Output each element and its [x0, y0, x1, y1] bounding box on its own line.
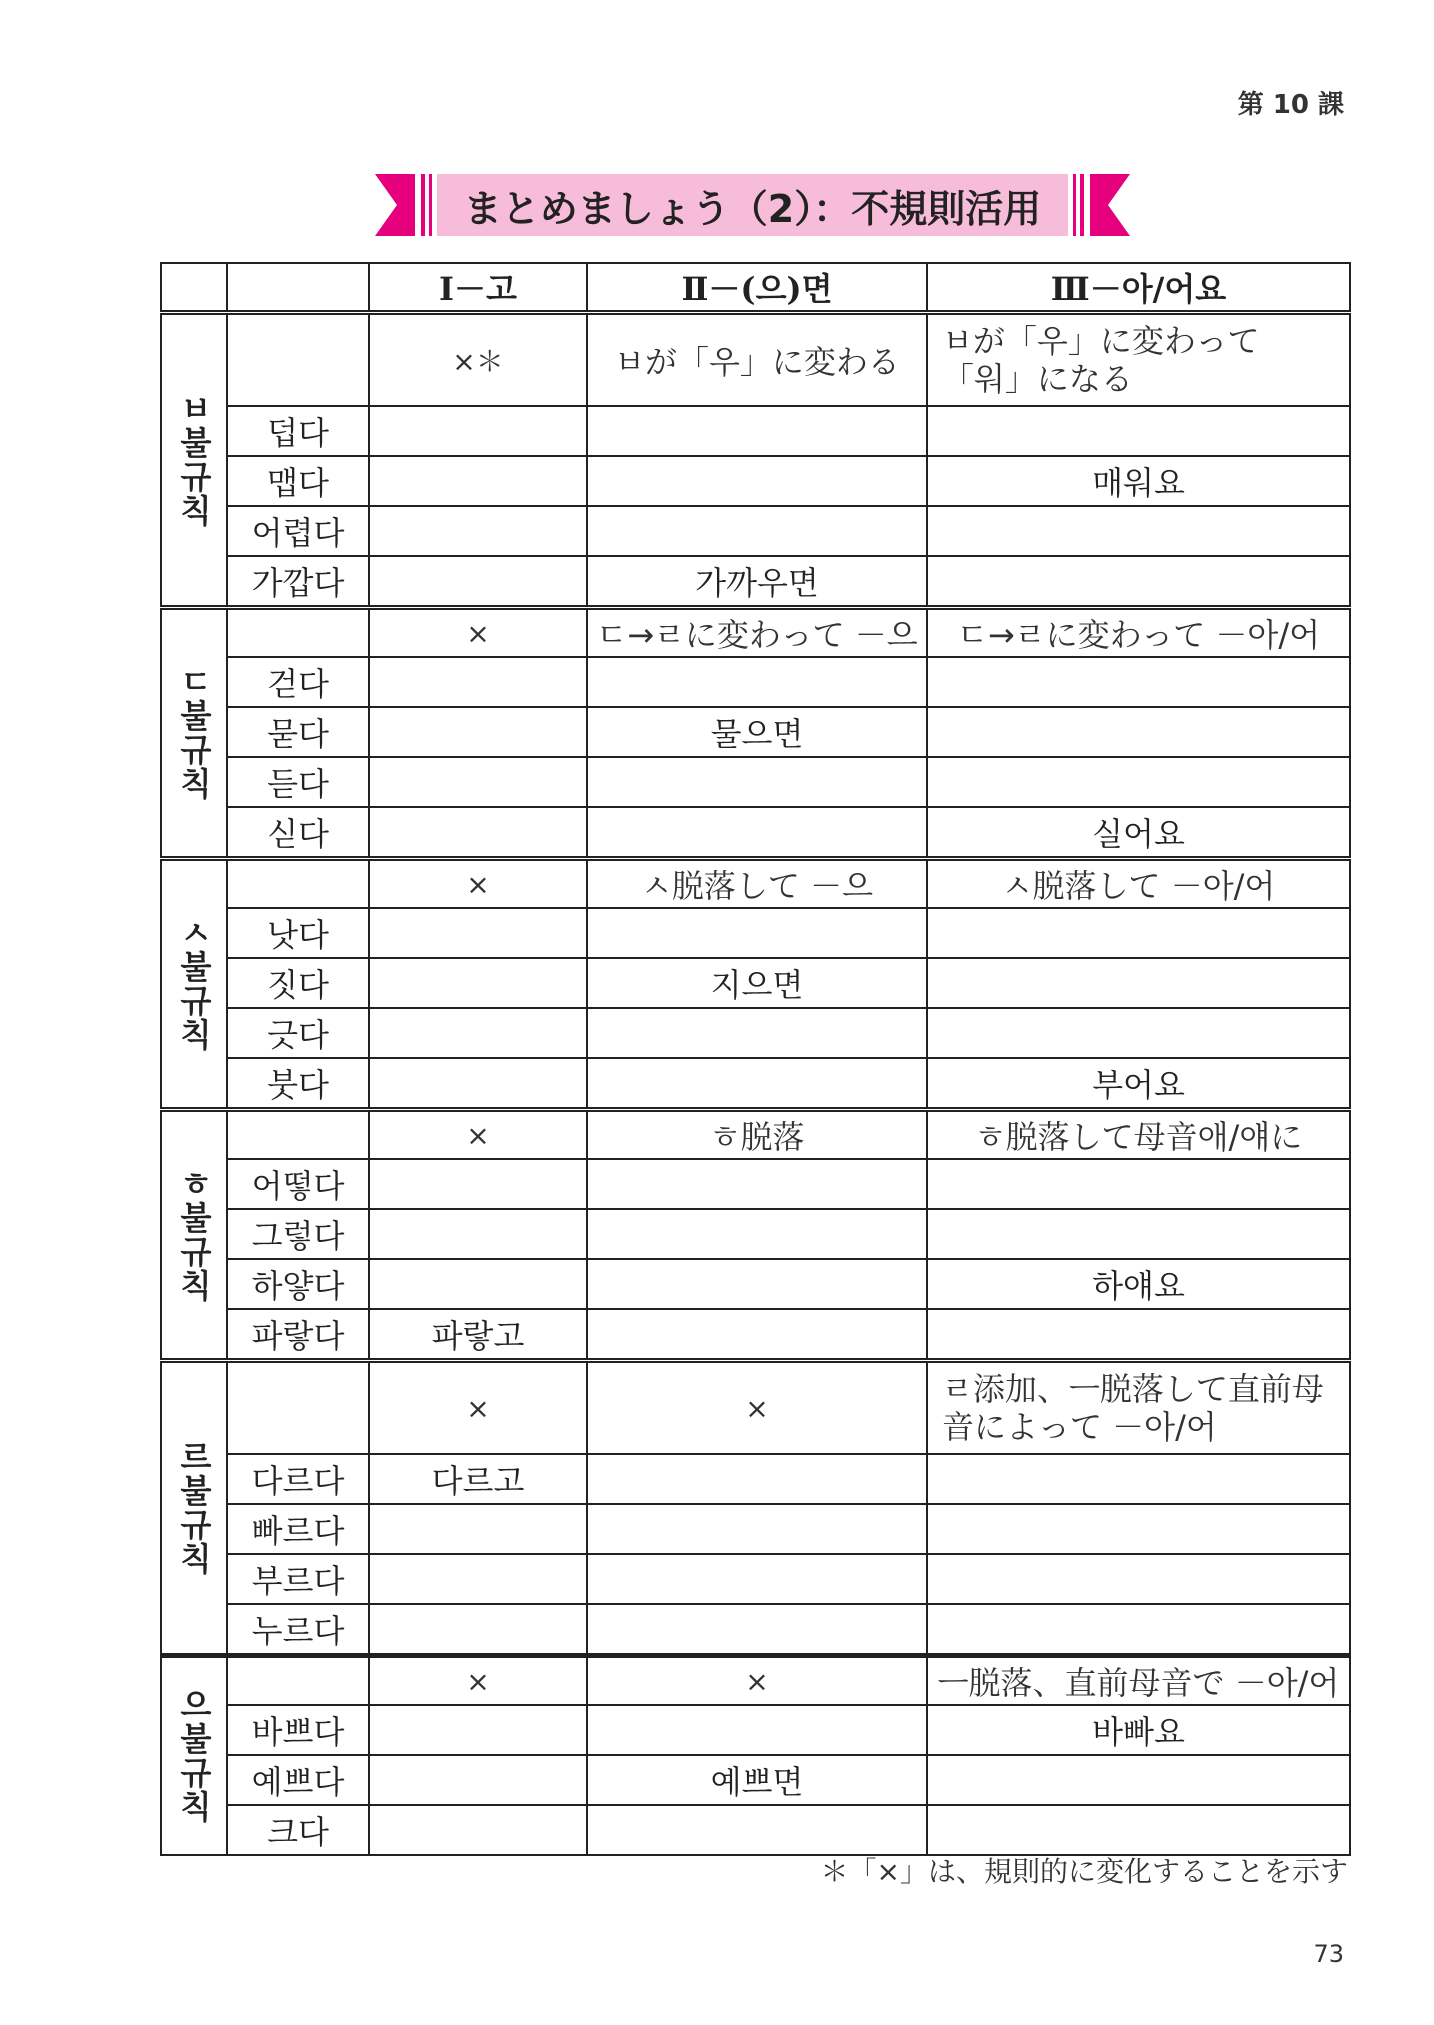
header-row — [161, 263, 1350, 313]
answer-cell — [369, 657, 587, 707]
answer-cell — [587, 1058, 927, 1110]
answer-cell — [369, 757, 587, 807]
answer-cell — [369, 1159, 587, 1209]
answer-cell — [369, 506, 587, 556]
page-title: まとめましょう（2）：不規則活用 — [437, 174, 1068, 236]
group-label: 으불규칙 — [161, 1656, 227, 1856]
verb-cell: 묻다 — [227, 707, 369, 757]
answer-cell: 부어요 — [927, 1058, 1350, 1110]
rule-row — [161, 313, 1350, 407]
verb-cell: 예쁘다 — [227, 1755, 369, 1805]
verb-cell: 걷다 — [227, 657, 369, 707]
answer-cell — [369, 406, 587, 456]
rule-cell: ×＊ — [369, 313, 587, 407]
empty-cell — [227, 1110, 369, 1160]
verb-row — [161, 757, 1350, 807]
answer-cell — [587, 1259, 927, 1309]
verb-row — [161, 456, 1350, 506]
answer-cell — [587, 406, 927, 456]
answer-cell — [369, 958, 587, 1008]
verb-row — [161, 1454, 1350, 1504]
answer-cell — [927, 1604, 1350, 1656]
answer-cell — [369, 707, 587, 757]
answer-cell — [369, 1805, 587, 1855]
answer-cell — [369, 1755, 587, 1805]
answer-cell — [587, 1008, 927, 1058]
answer-cell: 실어요 — [927, 807, 1350, 859]
answer-cell — [587, 807, 927, 859]
answer-cell: 다르고 — [369, 1454, 587, 1504]
answer-cell — [369, 807, 587, 859]
answer-cell: 예쁘면 — [587, 1755, 927, 1805]
rule-cell: ㄷ→ㄹに変わって －으 — [587, 608, 927, 658]
answer-cell — [587, 1705, 927, 1755]
rule-cell: × — [369, 1361, 587, 1455]
conjugation-table — [160, 262, 1351, 1856]
answer-cell — [927, 908, 1350, 958]
answer-cell — [927, 1805, 1350, 1855]
verb-row — [161, 657, 1350, 707]
answer-cell: 매워요 — [927, 456, 1350, 506]
answer-cell — [587, 757, 927, 807]
verb-cell: 어떻다 — [227, 1159, 369, 1209]
answer-cell — [369, 1504, 587, 1554]
answer-cell — [587, 1309, 927, 1361]
rule-row — [161, 1656, 1350, 1706]
answer-cell — [927, 958, 1350, 1008]
rule-row — [161, 1361, 1350, 1455]
page-number: 73 — [1313, 1940, 1344, 1968]
header-cell: Ⅲ－아/어요 — [927, 263, 1350, 313]
group-label: 르불규칙 — [161, 1361, 227, 1656]
answer-cell — [587, 1554, 927, 1604]
rule-row — [161, 1110, 1350, 1160]
verb-row — [161, 1159, 1350, 1209]
answer-cell — [587, 1454, 927, 1504]
verb-row — [161, 807, 1350, 859]
group-label: ㅎ불규칙 — [161, 1110, 227, 1361]
chapter-label: 第 10 課 — [1237, 90, 1344, 120]
answer-cell: 바빠요 — [927, 1705, 1350, 1755]
answer-cell — [927, 1008, 1350, 1058]
answer-cell: 물으면 — [587, 707, 927, 757]
verb-cell: 누르다 — [227, 1604, 369, 1656]
verb-row — [161, 406, 1350, 456]
answer-cell — [369, 556, 587, 608]
verb-cell: 듣다 — [227, 757, 369, 807]
rule-cell: × — [369, 859, 587, 909]
answer-cell — [587, 1504, 927, 1554]
rule-cell: ㅂが「우」に変わって「워」になる — [927, 313, 1350, 407]
verb-cell: 붓다 — [227, 1058, 369, 1110]
group-label: ㅅ불규칙 — [161, 859, 227, 1110]
answer-cell — [587, 456, 927, 506]
verb-row — [161, 707, 1350, 757]
banner-left-arrow — [375, 174, 415, 236]
empty-cell — [227, 313, 369, 407]
title-banner — [375, 174, 1130, 236]
answer-cell — [927, 506, 1350, 556]
rule-cell: ㅎ脱落 — [587, 1110, 927, 1160]
rule-cell: ㅅ脱落して －으 — [587, 859, 927, 909]
rule-cell: × — [369, 1110, 587, 1160]
verb-cell: 맵다 — [227, 456, 369, 506]
verb-row — [161, 1209, 1350, 1259]
rule-cell: ㅂが「우」に変わる — [587, 313, 927, 407]
answer-cell — [369, 1209, 587, 1259]
answer-cell — [927, 556, 1350, 608]
verb-cell: 그렇다 — [227, 1209, 369, 1259]
verb-row — [161, 1805, 1350, 1855]
rule-cell: ㄹ添加、ㅡ脱落して直前母音によって －아/어 — [927, 1361, 1350, 1455]
answer-cell — [927, 406, 1350, 456]
header-cell: Ⅱ－(으)면 — [587, 263, 927, 313]
header-cell — [161, 263, 227, 313]
answer-cell — [927, 757, 1350, 807]
answer-cell — [927, 1159, 1350, 1209]
answer-cell: 하얘요 — [927, 1259, 1350, 1309]
answer-cell — [369, 456, 587, 506]
rule-cell: × — [587, 1656, 927, 1706]
rule-cell: ㄷ→ㄹに変わって －아/어 — [927, 608, 1350, 658]
answer-cell — [587, 657, 927, 707]
answer-cell — [927, 1554, 1350, 1604]
rule-cell: ㅡ脱落、直前母音で －아/어 — [927, 1656, 1350, 1706]
verb-cell: 가깝다 — [227, 556, 369, 608]
verb-cell: 긋다 — [227, 1008, 369, 1058]
verb-row — [161, 1008, 1350, 1058]
answer-cell — [927, 707, 1350, 757]
verb-row — [161, 958, 1350, 1008]
verb-cell: 다르다 — [227, 1454, 369, 1504]
verb-row — [161, 1058, 1350, 1110]
footnote: ＊「×」は、規則的に変化することを示す — [820, 1855, 1348, 1888]
empty-cell — [227, 1656, 369, 1706]
empty-cell — [227, 859, 369, 909]
answer-cell — [369, 1058, 587, 1110]
verb-cell: 어렵다 — [227, 506, 369, 556]
rule-cell: ㅎ脱落して母音애/얘に — [927, 1110, 1350, 1160]
answer-cell — [369, 1554, 587, 1604]
header-cell — [227, 263, 369, 313]
answer-cell: 파랗고 — [369, 1309, 587, 1361]
answer-cell — [369, 1259, 587, 1309]
answer-cell — [927, 1454, 1350, 1504]
answer-cell — [927, 1504, 1350, 1554]
verb-row — [161, 506, 1350, 556]
verb-row — [161, 1259, 1350, 1309]
verb-row — [161, 1705, 1350, 1755]
rule-row — [161, 608, 1350, 658]
answer-cell — [587, 506, 927, 556]
verb-row — [161, 1604, 1350, 1656]
answer-cell — [369, 908, 587, 958]
verb-cell: 덥다 — [227, 406, 369, 456]
banner-right-arrow — [1090, 174, 1130, 236]
rule-cell: × — [369, 608, 587, 658]
answer-cell — [369, 1604, 587, 1656]
group-label: ㅂ불규칙 — [161, 313, 227, 608]
answer-cell — [927, 657, 1350, 707]
answer-cell: 가까우면 — [587, 556, 927, 608]
verb-cell: 바쁘다 — [227, 1705, 369, 1755]
answer-cell — [927, 1209, 1350, 1259]
answer-cell — [587, 1604, 927, 1656]
verb-cell: 빠르다 — [227, 1504, 369, 1554]
answer-cell — [369, 1008, 587, 1058]
verb-cell: 파랗다 — [227, 1309, 369, 1361]
verb-row — [161, 556, 1350, 608]
verb-cell: 싣다 — [227, 807, 369, 859]
verb-row — [161, 1554, 1350, 1604]
verb-row — [161, 908, 1350, 958]
verb-row — [161, 1755, 1350, 1805]
answer-cell — [587, 908, 927, 958]
empty-cell — [227, 1361, 369, 1455]
answer-cell — [587, 1159, 927, 1209]
verb-cell: 부르다 — [227, 1554, 369, 1604]
rule-cell: × — [587, 1361, 927, 1455]
verb-cell: 짓다 — [227, 958, 369, 1008]
rule-row — [161, 859, 1350, 909]
empty-cell — [227, 608, 369, 658]
verb-cell: 하얗다 — [227, 1259, 369, 1309]
rule-cell: × — [369, 1656, 587, 1706]
answer-cell — [587, 1805, 927, 1855]
answer-cell: 지으면 — [587, 958, 927, 1008]
answer-cell — [927, 1755, 1350, 1805]
header-cell: Ⅰ－고 — [369, 263, 587, 313]
answer-cell — [927, 1309, 1350, 1361]
group-label: ㄷ불규칙 — [161, 608, 227, 859]
verb-cell: 낫다 — [227, 908, 369, 958]
answer-cell — [587, 1209, 927, 1259]
answer-cell — [369, 1705, 587, 1755]
verb-cell: 크다 — [227, 1805, 369, 1855]
verb-row — [161, 1504, 1350, 1554]
rule-cell: ㅅ脱落して －아/어 — [927, 859, 1350, 909]
verb-row — [161, 1309, 1350, 1361]
